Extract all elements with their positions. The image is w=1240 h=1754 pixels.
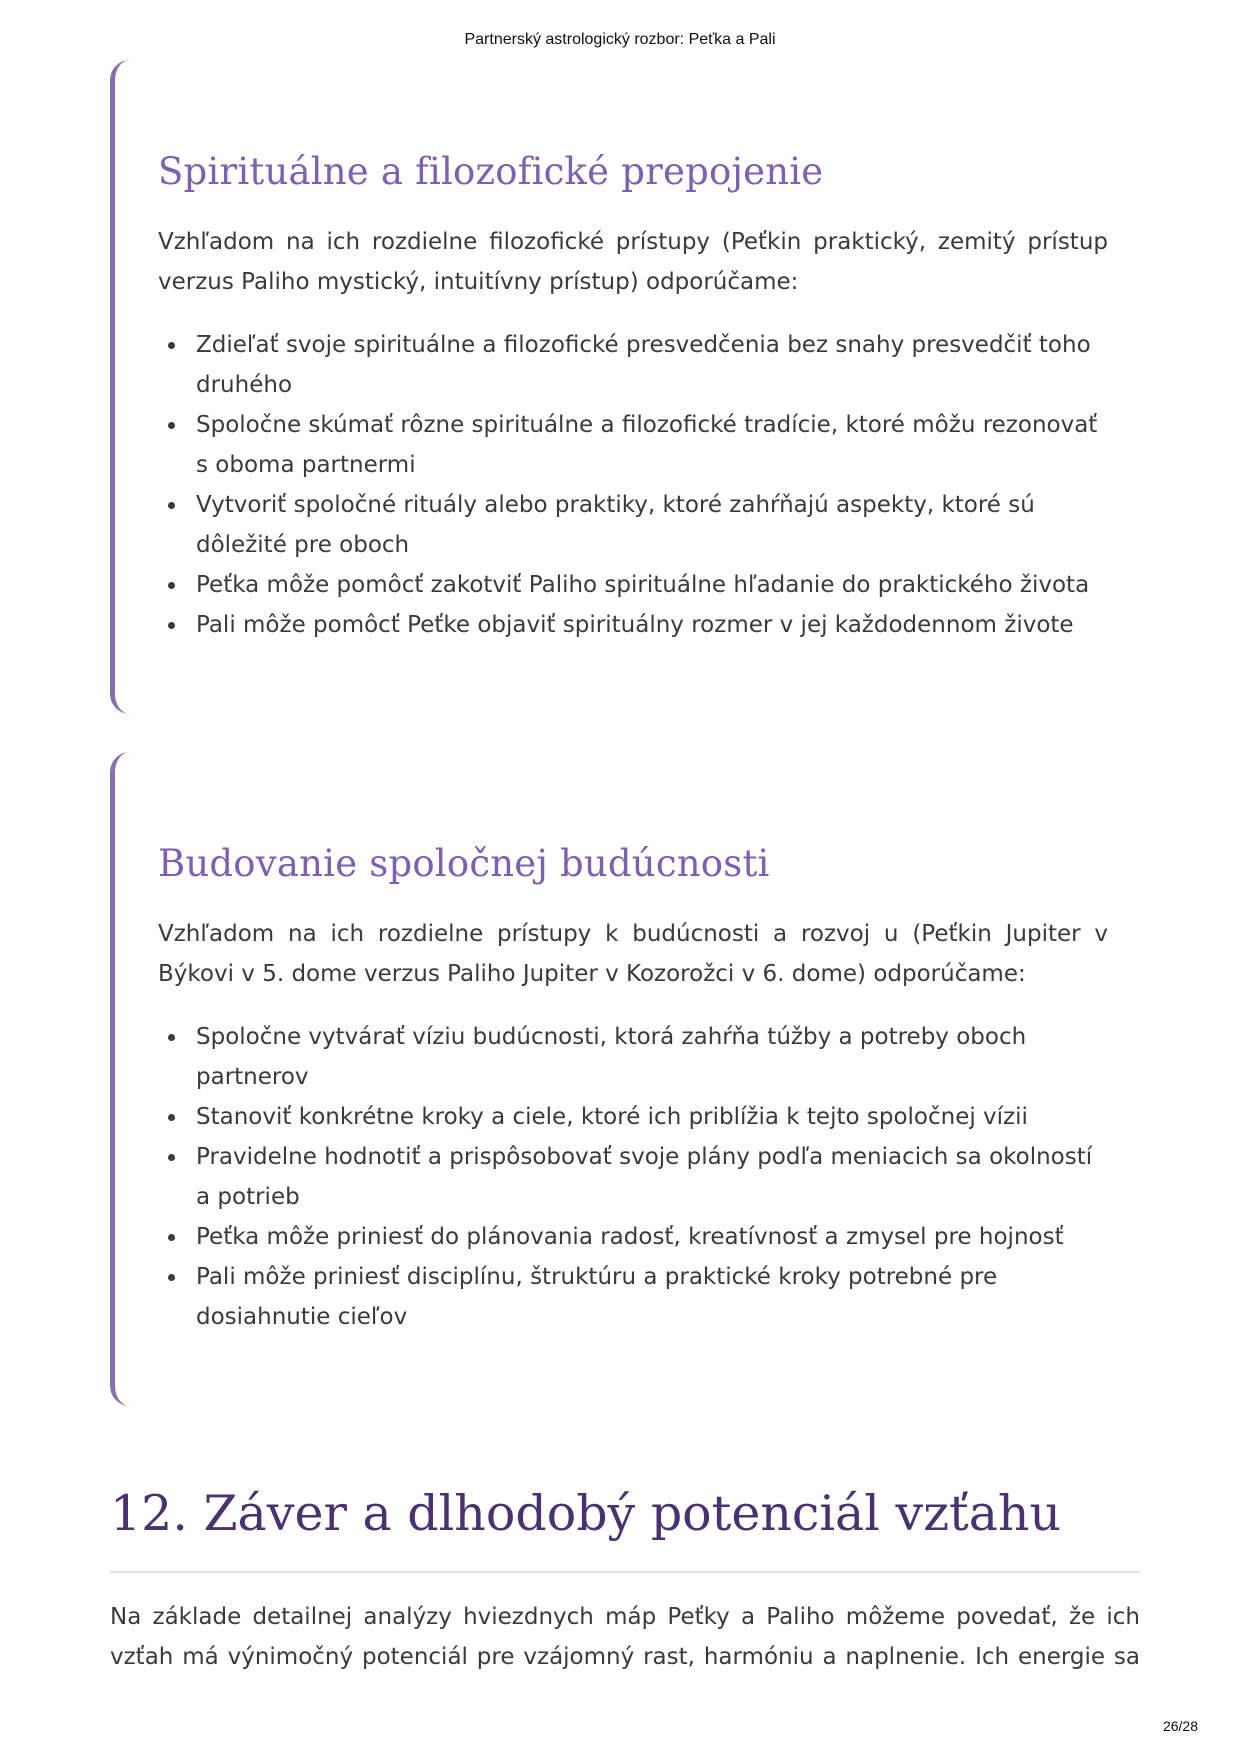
- list-item: Spoločne vytvárať víziu budúcnosti, ktorá zahŕňa túžby a potreby oboch partnerov: [158, 1017, 1108, 1097]
- list-item: Pali môže pomôcť Peťke objaviť spirituálny rozmer v jej každodennom živote: [158, 605, 1108, 645]
- section-title: Budovanie spoločnej budúcnosti: [158, 842, 770, 885]
- page-number: 26/28: [1162, 1718, 1198, 1734]
- list-item: Zdieľať svoje spirituálne a filozofické presvedčenia bez snahy presvedčiť toho druhého: [158, 325, 1108, 405]
- recommendation-list: [158, 1017, 1108, 1337]
- running-header: Partnerský astrologický rozbor: Peťka a Pali: [464, 31, 776, 48]
- chapter-paragraph: Na základe detailnej analýzy hviezdnych máp Peťky a Paliho môžeme povedať, že ich vzťah má výnimočný potenciál pre vzájomný rast, harmóniu a naplnenie. Ich energie sa: [110, 1604, 1140, 1670]
- list-item: Pali môže priniesť disciplínu, štruktúru a praktické kroky potrebné pre dosiahnutie cieľov: [158, 1257, 1108, 1337]
- section-intro: Vzhľadom na ich rozdielne filozofické prístupy (Peťkin praktický, zemitý prístup verzus Paliho mystický, intuitívny prístup) odporúčame:: [158, 229, 1108, 295]
- section-spiritual-connection: [110, 60, 1140, 714]
- list-item: Peťka môže pomôcť zakotviť Paliho spirituálne hľadanie do praktického života: [158, 565, 1108, 605]
- list-item: Vytvoriť spoločné rituály alebo praktiky, ktoré zahŕňajú aspekty, ktoré sú dôležité pre oboch: [158, 485, 1108, 565]
- chapter-divider: [110, 1571, 1140, 1573]
- list-item: Peťka môže priniesť do plánovania radosť, kreatívnosť a zmysel pre hojnosť: [158, 1217, 1108, 1257]
- section-title: Spirituálne a filozofické prepojenie: [158, 150, 824, 193]
- section-shared-future: [110, 752, 1140, 1406]
- list-item: Stanoviť konkrétne kroky a ciele, ktoré ich priblížia k tejto spoločnej vízii: [158, 1097, 1108, 1137]
- list-item: Spoločne skúmať rôzne spirituálne a filozofické tradície, ktoré môžu rezonovať s oboma partnermi: [158, 405, 1108, 485]
- section-intro: Vzhľadom na ich rozdielne prístupy k budúcnosti a rozvoj u (Peťkin Jupiter v Býkovi v 5. dome verzus Paliho Jupiter v Kozorožci v 6. dome) odporúčame:: [158, 921, 1108, 987]
- recommendation-list: [158, 325, 1108, 645]
- chapter-title: 12. Záver a dlhodobý potenciál vzťahu: [110, 1485, 1062, 1542]
- list-item: Pravidelne hodnotiť a prispôsobovať svoje plány podľa meniacich sa okolností a potrieb: [158, 1137, 1108, 1217]
